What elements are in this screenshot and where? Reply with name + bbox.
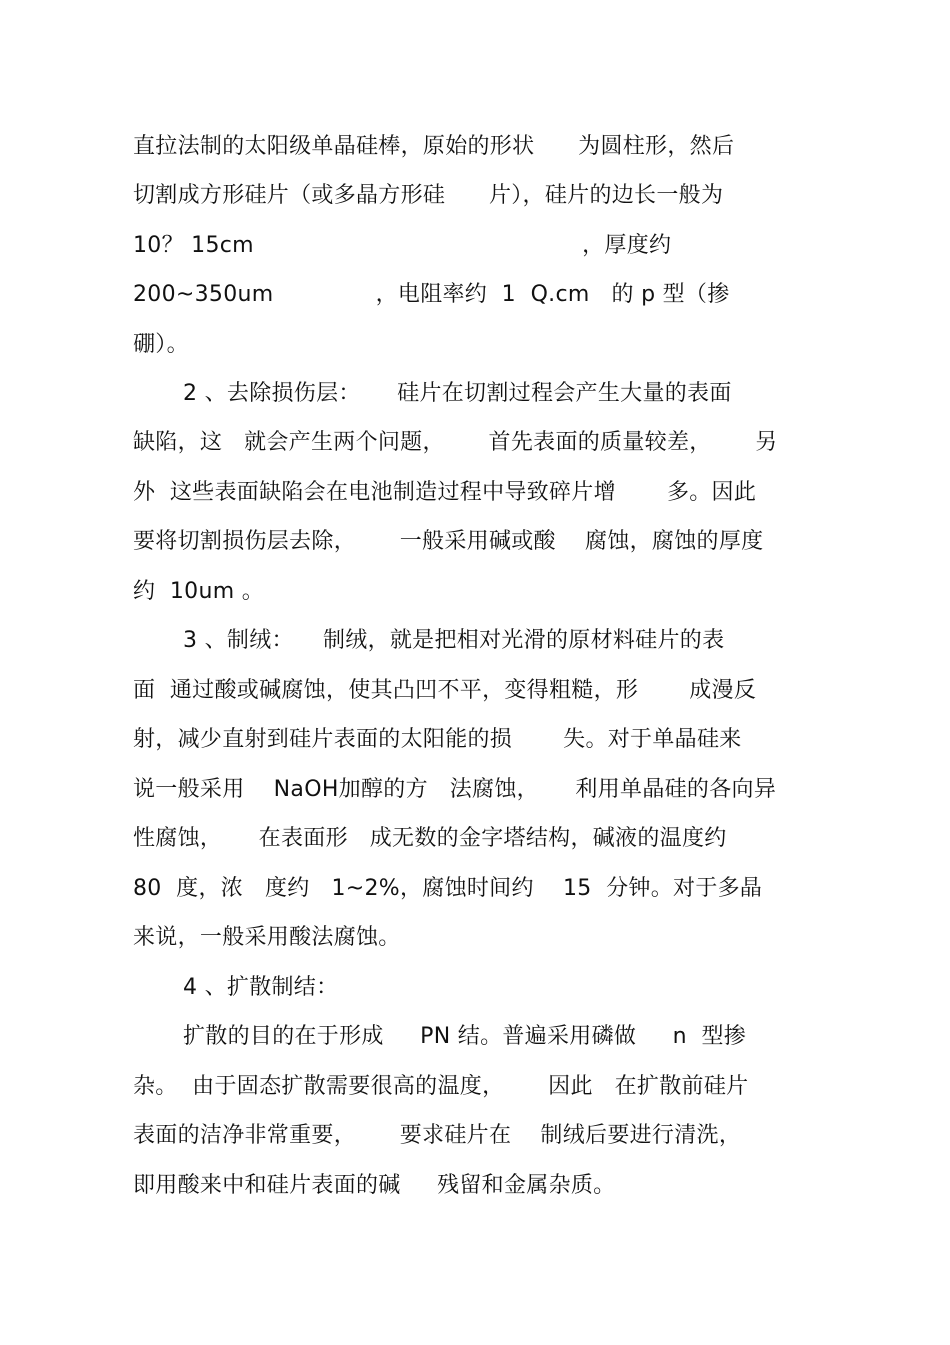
text-line-1: 直拉法制的太阳级单晶硅棒，原始的形状 为圆柱形，然后 <box>133 134 735 159</box>
text-line-15: 性腐蚀， 在表面形 成无数的金字塔结构，碱液的温度约 <box>133 826 727 851</box>
text-line-13: 射，减少直射到硅片表面的太阳能的损 失。对于单晶硅来 <box>133 727 742 752</box>
text-line-21: 表面的洁净非常重要， 要求硅片在 制绒后要进行清洗， <box>133 1123 742 1148</box>
text-line-7: 缺陷，这 就会产生两个问题， 首先表面的质量较差， 另 <box>133 430 778 455</box>
text-line-3: 10？ 15cm ，厚度约 <box>133 233 672 258</box>
section-heading-2: 2 、去除损伤层： 硅片在切割过程会产生大量的表面 <box>183 381 732 406</box>
text-line-14: 说一般采用 NaOH加醇的方 法腐蚀， 利用单晶硅的各向异 <box>133 777 777 802</box>
text-line-22: 即用酸来中和硅片表面的碱 残留和金属杂质。 <box>133 1173 616 1198</box>
text-line-12: 面 通过酸或碱腐蚀，使其凸凹不平，变得粗糙，形 成漫反 <box>133 678 757 703</box>
text-line-4: 200~350um ，电阻率约 1 Q.cm 的 p 型（掺 <box>133 282 730 307</box>
text-line-20: 杂。 由于固态扩散需要很高的温度， 因此 在扩散前硅片 <box>133 1074 749 1099</box>
section-heading-3: 3 、制绒： 制绒，就是把相对光滑的原材料硅片的表 <box>183 628 725 653</box>
text-line-5: 硼）。 <box>133 332 189 357</box>
section-heading-4: 4 、扩散制结： <box>183 975 339 1000</box>
text-line-19: 扩散的目的在于形成 PN 结。普遍采用磷做 n 型掺 <box>183 1024 747 1049</box>
text-line-8: 外 这些表面缺陷会在电池制造过程中导致碎片增 多。因此 <box>133 480 757 505</box>
text-line-2: 切割成方形硅片（或多晶方形硅 片），硅片的边长一般为 <box>133 183 724 208</box>
text-line-16: 80 度，浓 度约 1~2%，腐蚀时间约 15 分钟。对于多晶 <box>133 876 763 901</box>
text-line-9: 要将切割损伤层去除， 一般采用碱或酸 腐蚀，腐蚀的厚度 <box>133 529 764 554</box>
text-line-10: 约 10um 。 <box>133 579 265 604</box>
text-line-17: 来说，一般采用酸法腐蚀。 <box>133 925 401 950</box>
